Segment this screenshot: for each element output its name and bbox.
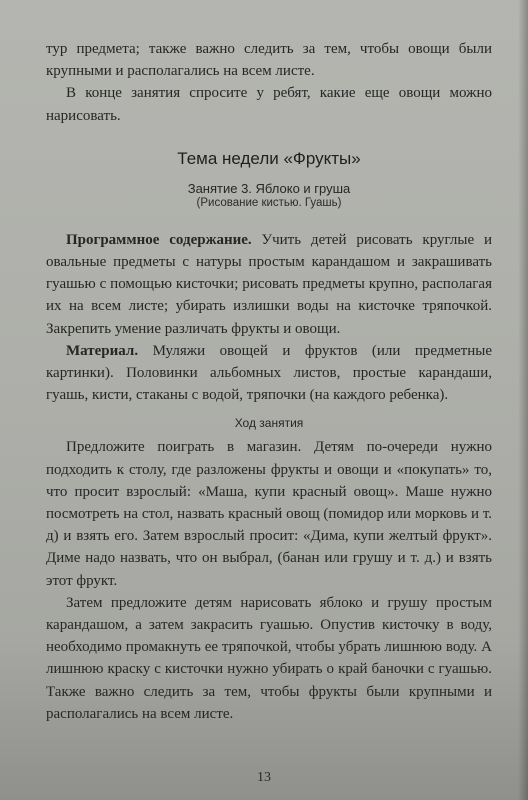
top-paragraph-2: В конце занятия спросите у ребят, какие еще овощи можно нарисовать. (46, 85, 492, 124)
program-paragraph (46, 229, 492, 340)
course-title: Ход занятия (234, 416, 304, 431)
material-label: Материал. (66, 342, 139, 359)
week-title: Тема недели «Фрукты» (177, 148, 361, 168)
page-content (46, 38, 492, 725)
program-label: Программное содержание. (66, 231, 252, 248)
lesson-type: (Рисование кистью. Гуашь) (196, 196, 342, 209)
course-paragraph-2: Затем предложите детям нарисовать яблоко и грушу простым карандашом, а затем закрасить гуашью. Опустив кисточку в воду, необходимо промакнуть ее тряпочкой, чтобы убрать лишнюю воду. А лишнюю краску с кисточки нужно убирать о край баночки с гуашью. Также важно следить за тем, чтобы фрукты были крупными и располагались на всем листе. (46, 594, 492, 722)
top-paragraph-1: тур предмета; также важно следить за тем, чтобы овощи были крупными и располагались на всем листе. (46, 41, 492, 80)
page-edge-shadow (518, 0, 528, 800)
material-text: Муляжи овощей и фруктов (или предметные картинки). Половинки альбомных листов, простые карандаши, гуашь, кисти, стаканы с водой, тряпочки (на каждого ребенка). (46, 342, 492, 404)
material-paragraph (46, 340, 492, 407)
program-text: Учить детей рисовать круглые и овальные предметы с натуры простым карандашом и закрашивать гуашью с помощью кисточки; рисовать предметы крупно, располагая их на всем листе; убирать излишки воды на кисточке тряпочкой. Закрепить умение различать фрукты и овощи. (46, 231, 492, 337)
course-paragraph-1: Предложите поиграть в магазин. Детям по-очереди нужно подходить к столу, где разложены фрукты и овощи и «покупать» то, что просит взрослый: «Маша, купи красный овощ». Маше нужно посмотреть на стол, назвать красный овощ (помидор или морковь и т. д) и взять его. Затем взрослый просит: «Дима, купи желтый фрукт». Диме надо назвать, что он выбрал, (банан или грушу и т. д.) и взять этот фрукт. (46, 439, 492, 589)
page-number: 13 (257, 770, 271, 785)
lesson-title: Занятие 3. Яблоко и груша (187, 180, 351, 196)
